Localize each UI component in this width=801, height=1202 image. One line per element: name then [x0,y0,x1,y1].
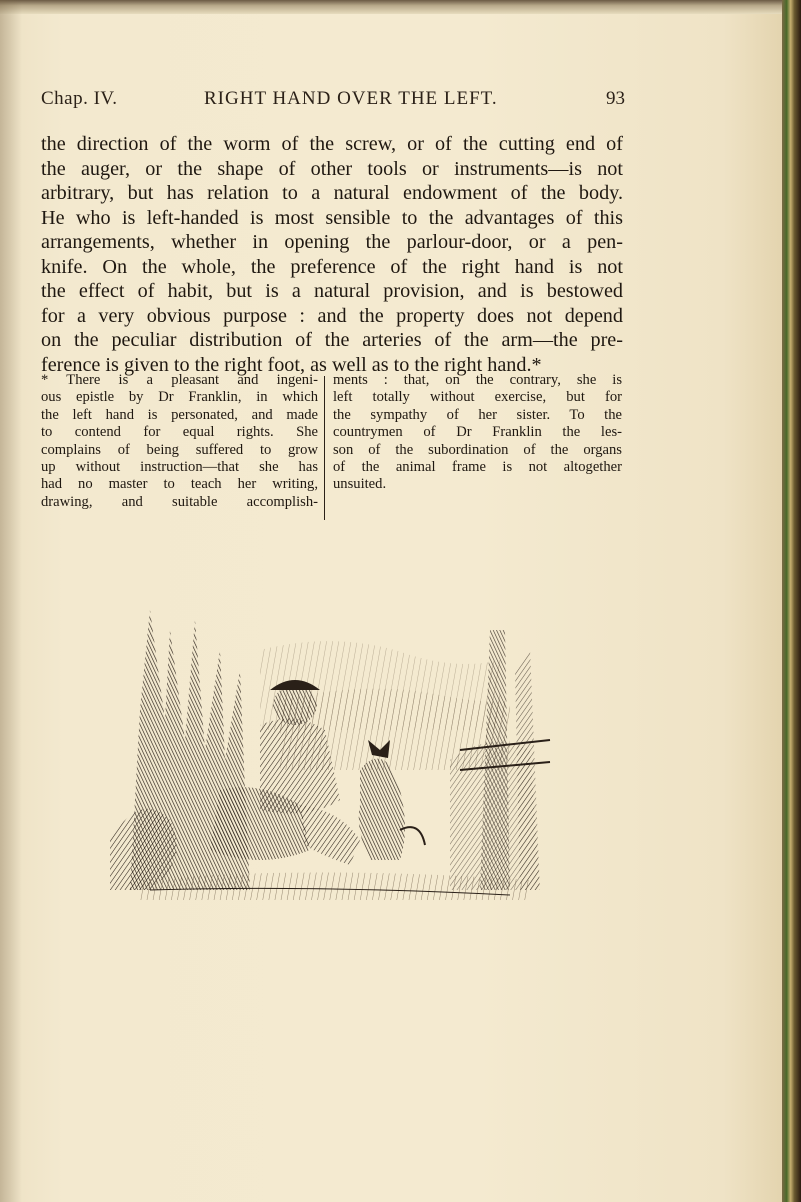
footnote-line: drawing, and suitable accomplish- [41,493,318,510]
footnote-line: unsuited. [333,476,387,493]
footnote-column-right [333,372,622,494]
footnote-line: complains of being suffered to grow [41,441,318,458]
footnote-line: had no master to teach her writing, [41,476,318,493]
footnote-line: ments : that, on the contrary, she is [333,372,622,388]
footnote-line: * There is a pleasant and ingeni- [41,372,318,388]
body-line: for a very obvious purpose : and the property does not depend [41,304,623,327]
footnote-column-left [41,372,318,511]
body-line: knife. On the whole, the preference of the right hand is not [41,255,623,278]
page-gutter-shadow [0,0,22,1202]
footnote-line: left totally without exercise, but for [333,389,622,406]
engraving-seated-man-with-dog-icon [110,590,570,910]
body-line: arbitrary, but has relation to a natural endowment of the body. [41,182,623,204]
body-line: arrangements, whether in opening the parlour-door, or a pen- [41,231,623,253]
body-paragraph [41,132,623,377]
footnote [41,372,623,522]
footnote-line: ous epistle by Dr Franklin, in which [41,389,318,406]
chapter-label: Chap. IV. [41,88,118,109]
footnote-line: up without instruction—that she has [41,459,318,476]
footnote-line: of the animal frame is not altogether [333,459,622,476]
body-line: the effect of habit, but is a natural provision, and is bestowed [41,280,623,302]
body-line: on the peculiar distribution of the arteries of the arm—the pre- [41,329,623,351]
footnote-line: son of the subordination of the organs [333,441,622,458]
body-line: the direction of the worm of the screw, or of the cutting end of [41,133,623,155]
page-top-edge [0,0,786,14]
footnote-column-rule [324,376,325,520]
footnote-line: the left hand is personated, and made [41,406,318,423]
body-line: the auger, or the shape of other tools or instruments—is not [41,157,623,180]
page-number: 93 [606,88,625,109]
body-line: ference is given to the right foot, as well as to the right hand.* [41,353,542,376]
footnote-line: to contend for equal rights. She [41,424,318,441]
footnote-line: countrymen of Dr Franklin the les- [333,424,622,441]
running-header [41,88,625,118]
body-line: He who is left-handed is most sensible to the advantages of this [41,206,623,229]
footnote-line: the sympathy of her sister. To the [333,406,622,423]
book-spine-edge [782,0,801,1202]
running-title: RIGHT HAND OVER THE LEFT. [204,88,498,109]
